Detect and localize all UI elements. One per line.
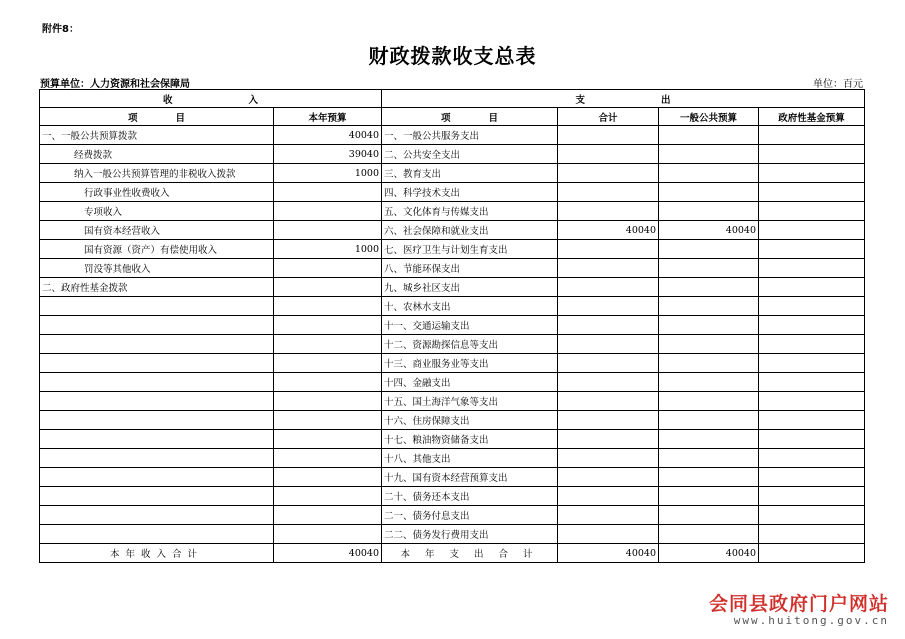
general-budget-cell: [659, 297, 759, 316]
table-row: [40, 126, 865, 145]
income-value-cell: [274, 316, 382, 335]
income-item-cell: 国有资本经营收入: [40, 221, 274, 240]
income-item-cell: 专项收入: [40, 202, 274, 221]
income-item-cell: [40, 392, 274, 411]
revenue-expenditure-table: [39, 89, 865, 563]
expense-total-cell: [558, 506, 659, 525]
expense-item-cell: 一、一般公共服务支出: [382, 126, 558, 145]
fund-budget-cell: [759, 487, 865, 506]
income-item-cell: [40, 525, 274, 544]
fund-budget-cell: [759, 240, 865, 259]
total-header: 合计: [558, 108, 659, 126]
totals-row: [40, 544, 865, 563]
income-item-cell: [40, 487, 274, 506]
general-budget-cell: [659, 240, 759, 259]
expense-total-cell: [558, 487, 659, 506]
table-row: [40, 525, 865, 544]
expense-item-cell: 十一、交通运输支出: [382, 316, 558, 335]
general-budget-cell: [659, 202, 759, 221]
income-value-cell: [274, 354, 382, 373]
table-row: [40, 221, 865, 240]
fund-budget-header: 政府性基金预算: [759, 108, 865, 126]
fund-budget-cell: [759, 430, 865, 449]
fund-budget-cell: [759, 183, 865, 202]
general-budget-cell: [659, 354, 759, 373]
expense-item-cell: 二、公共安全支出: [382, 145, 558, 164]
expense-total-cell: [558, 259, 659, 278]
expense-item-cell: 十八、其他支出: [382, 449, 558, 468]
fund-budget-cell: [759, 335, 865, 354]
table-row: [40, 164, 865, 183]
income-item-cell: 国有资源（资产）有偿使用收入: [40, 240, 274, 259]
table-row: [40, 297, 865, 316]
expense-item-cell: 十四、金融支出: [382, 373, 558, 392]
fund-budget-cell: [759, 449, 865, 468]
fund-budget-cell: [759, 164, 865, 183]
income-item-cell: 行政事业性收费收入: [40, 183, 274, 202]
income-item-cell: [40, 316, 274, 335]
expense-total-cell: [558, 354, 659, 373]
income-value-cell: [274, 449, 382, 468]
general-budget-cell: [659, 487, 759, 506]
table-row: [40, 449, 865, 468]
expense-total-cell: [558, 145, 659, 164]
watermark-url: www.huitong.gov.cn: [733, 614, 889, 627]
expense-total-cell: [558, 525, 659, 544]
income-value-cell: [274, 487, 382, 506]
expense-total-cell: [558, 392, 659, 411]
income-total-value: 40040: [274, 544, 382, 563]
watermark-site-name: 会同县政府门户网站: [708, 593, 889, 615]
income-value-cell: [274, 183, 382, 202]
expense-total-cell: [558, 316, 659, 335]
table-row: [40, 202, 865, 221]
table-row: [40, 354, 865, 373]
income-value-cell: 40040: [274, 126, 382, 145]
expense-total-cell: [558, 411, 659, 430]
table-row: [40, 468, 865, 487]
income-value-cell: 1000: [274, 164, 382, 183]
income-item-cell: 一、一般公共预算拨款: [40, 126, 274, 145]
income-value-cell: [274, 506, 382, 525]
income-item-cell: 罚没等其他收入: [40, 259, 274, 278]
current-year-budget-header: 本年预算: [274, 108, 382, 126]
income-value-cell: [274, 221, 382, 240]
expense-item-cell: 四、科学技术支出: [382, 183, 558, 202]
general-budget-cell: [659, 183, 759, 202]
column-header-row: [40, 108, 865, 126]
fund-budget-cell: [759, 145, 865, 164]
expense-total-cell: [558, 468, 659, 487]
income-value-cell: 1000: [274, 240, 382, 259]
income-item-cell: [40, 335, 274, 354]
expense-item-cell: 十七、粮油物资储备支出: [382, 430, 558, 449]
expense-total-cell: [558, 297, 659, 316]
income-value-cell: [274, 430, 382, 449]
fund-budget-cell: [759, 354, 865, 373]
income-item-cell: [40, 468, 274, 487]
table-row: [40, 145, 865, 164]
general-budget-cell: [659, 525, 759, 544]
fund-budget-cell: [759, 468, 865, 487]
expense-item-cell: 十、农林水支出: [382, 297, 558, 316]
fund-budget-cell: [759, 202, 865, 221]
income-item-cell: 二、政府性基金拨款: [40, 278, 274, 297]
currency-unit: 单位：百元: [813, 79, 863, 90]
fund-budget-cell: [759, 506, 865, 525]
expense-total-cell: [558, 430, 659, 449]
table-row: [40, 240, 865, 259]
general-budget-header: 一般公共预算: [659, 108, 759, 126]
expense-item-cell: 二十、债务还本支出: [382, 487, 558, 506]
expense-total-label: 本 年 支 出 合 计: [382, 544, 558, 563]
fund-budget-cell: [759, 392, 865, 411]
fund-budget-cell: [759, 373, 865, 392]
page-title: 财政拨款收支总表: [368, 44, 537, 68]
general-budget-cell: [659, 373, 759, 392]
expense-item-cell: 八、节能环保支出: [382, 259, 558, 278]
expense-item-cell: 十九、国有资本经营预算支出: [382, 468, 558, 487]
income-value-cell: [274, 373, 382, 392]
income-item-cell: [40, 506, 274, 525]
fund-budget-total-value: [759, 544, 865, 563]
expense-total-cell: [558, 240, 659, 259]
income-item-header: 项 目: [40, 108, 274, 126]
fund-budget-cell: [759, 126, 865, 145]
fund-budget-cell: [759, 221, 865, 240]
general-budget-cell: [659, 316, 759, 335]
table-row: [40, 392, 865, 411]
expense-item-cell: 十三、商业服务业等支出: [382, 354, 558, 373]
general-budget-cell: [659, 259, 759, 278]
expense-header: 支 出: [382, 90, 865, 108]
fund-budget-cell: [759, 297, 865, 316]
expense-total-value: 40040: [558, 544, 659, 563]
income-value-cell: [274, 297, 382, 316]
expense-total-cell: [558, 164, 659, 183]
income-header: 收 入: [40, 90, 382, 108]
expense-item-cell: 十五、国土海洋气象等支出: [382, 392, 558, 411]
general-budget-cell: [659, 278, 759, 297]
income-value-cell: 39040: [274, 145, 382, 164]
attachment-label: 附件8：: [42, 24, 79, 35]
expense-total-cell: [558, 126, 659, 145]
income-item-cell: [40, 430, 274, 449]
expense-total-cell: 40040: [558, 221, 659, 240]
general-budget-total-value: 40040: [659, 544, 759, 563]
income-value-cell: [274, 411, 382, 430]
general-budget-cell: [659, 164, 759, 183]
table-row: [40, 183, 865, 202]
general-budget-cell: [659, 449, 759, 468]
expense-total-cell: [558, 373, 659, 392]
expense-total-cell: [558, 183, 659, 202]
expense-item-cell: 二二、债务发行费用支出: [382, 525, 558, 544]
income-value-cell: [274, 335, 382, 354]
income-item-cell: 经费拨款: [40, 145, 274, 164]
expense-total-cell: [558, 335, 659, 354]
expense-item-cell: 十六、住房保障支出: [382, 411, 558, 430]
general-budget-cell: [659, 430, 759, 449]
expense-total-cell: [558, 202, 659, 221]
table-row: [40, 373, 865, 392]
table-row: [40, 506, 865, 525]
section-header-row: [40, 90, 865, 108]
table-row: [40, 487, 865, 506]
fund-budget-cell: [759, 278, 865, 297]
general-budget-cell: [659, 411, 759, 430]
expense-item-cell: 三、教育支出: [382, 164, 558, 183]
income-item-cell: [40, 373, 274, 392]
income-value-cell: [274, 392, 382, 411]
income-item-cell: [40, 411, 274, 430]
expense-total-cell: [558, 278, 659, 297]
fund-budget-cell: [759, 525, 865, 544]
expense-item-cell: 九、城乡社区支出: [382, 278, 558, 297]
table-row: [40, 411, 865, 430]
income-value-cell: [274, 468, 382, 487]
income-item-cell: [40, 297, 274, 316]
table-row: [40, 430, 865, 449]
table-row: [40, 335, 865, 354]
fund-budget-cell: [759, 259, 865, 278]
expense-item-cell: 二一、债务付息支出: [382, 506, 558, 525]
income-value-cell: [274, 259, 382, 278]
general-budget-cell: [659, 145, 759, 164]
general-budget-cell: 40040: [659, 221, 759, 240]
income-value-cell: [274, 525, 382, 544]
expense-item-cell: 六、社会保障和就业支出: [382, 221, 558, 240]
expense-item-header: 项 目: [382, 108, 558, 126]
table-row: [40, 278, 865, 297]
general-budget-cell: [659, 392, 759, 411]
income-value-cell: [274, 278, 382, 297]
income-total-label: 本年收入合计: [40, 544, 274, 563]
income-value-cell: [274, 202, 382, 221]
general-budget-cell: [659, 126, 759, 145]
expense-item-cell: 七、医疗卫生与计划生育支出: [382, 240, 558, 259]
budget-unit: 预算单位：人力资源和社会保障局: [40, 79, 190, 90]
expense-item-cell: 五、文化体育与传媒支出: [382, 202, 558, 221]
income-item-cell: [40, 354, 274, 373]
fund-budget-cell: [759, 316, 865, 335]
general-budget-cell: [659, 335, 759, 354]
expense-item-cell: 十二、资源勘探信息等支出: [382, 335, 558, 354]
general-budget-cell: [659, 468, 759, 487]
general-budget-cell: [659, 506, 759, 525]
expense-total-cell: [558, 449, 659, 468]
table-row: [40, 316, 865, 335]
table-row: [40, 259, 865, 278]
income-item-cell: [40, 449, 274, 468]
fund-budget-cell: [759, 411, 865, 430]
income-item-cell: 纳入一般公共预算管理的非税收入拨款: [40, 164, 274, 183]
